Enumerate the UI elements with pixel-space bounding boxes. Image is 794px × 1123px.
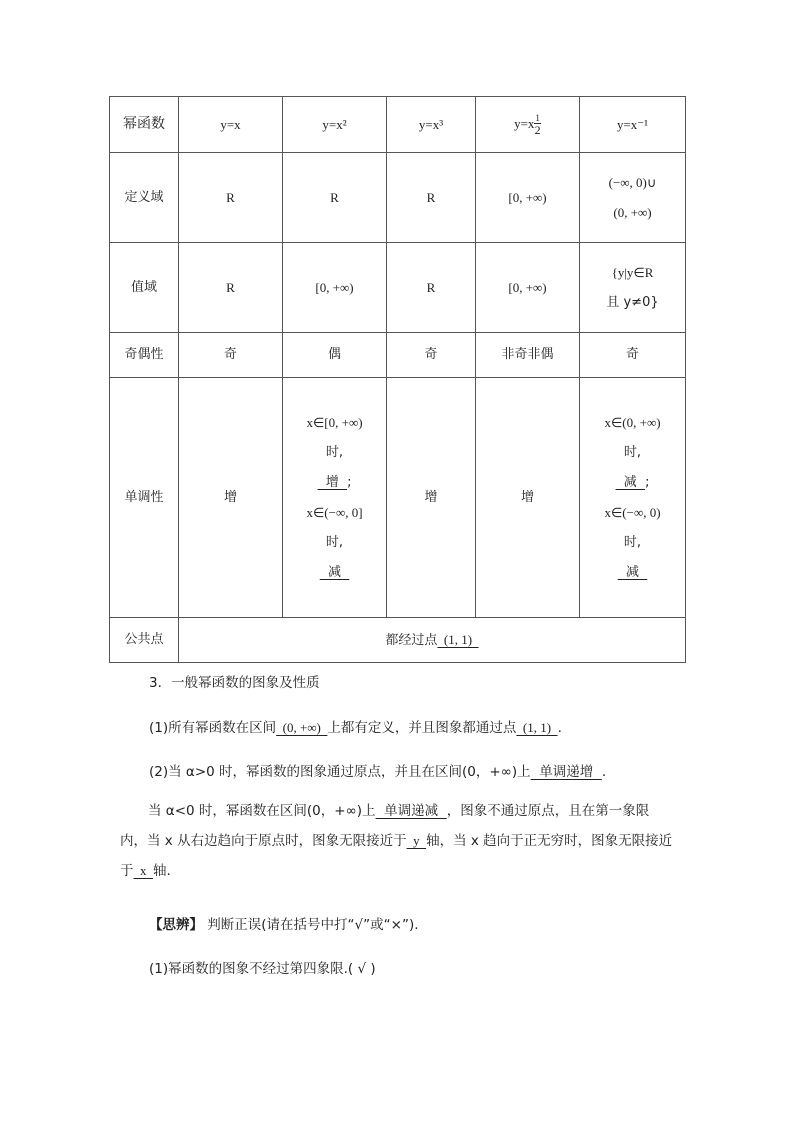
cell-line bbox=[283, 468, 386, 498]
cell: R bbox=[387, 153, 476, 243]
cell-line bbox=[580, 558, 685, 588]
cell: R bbox=[387, 243, 476, 333]
table-row-range bbox=[110, 243, 686, 333]
header-f3: y=x³ bbox=[387, 97, 476, 153]
cell-line: (0, +∞) bbox=[613, 204, 652, 220]
blank-answer: 增 bbox=[317, 474, 348, 490]
blank-answer: (1, 1) bbox=[516, 720, 558, 735]
think-question-1: (1)幂函数的图象不经过第四象限.( √ ) bbox=[149, 961, 376, 977]
think-tag: 【思辨】 bbox=[149, 917, 203, 933]
think-text: 判断正误(请在括号中打“√”或“×”). bbox=[203, 917, 419, 933]
cell: R bbox=[179, 153, 283, 243]
cell-line: 时, bbox=[623, 444, 642, 460]
text: 当 α<0 时，幂函数在区间(0，+∞)上 bbox=[148, 803, 376, 819]
table-row-monotonic bbox=[110, 378, 686, 618]
cell bbox=[580, 378, 686, 618]
cell-line: x∈(−∞, 0] bbox=[306, 504, 363, 520]
cell: R bbox=[179, 243, 283, 333]
blank-answer: 单调递减 bbox=[375, 803, 447, 819]
blank-answer: 减 bbox=[319, 564, 350, 580]
row-label: 幂函数 bbox=[110, 97, 179, 153]
cell bbox=[580, 153, 686, 243]
common-prefix: 都经过点 bbox=[385, 632, 438, 648]
power-function-table bbox=[109, 96, 686, 663]
cell bbox=[283, 378, 387, 618]
cell: 增 bbox=[387, 378, 476, 618]
row-label: 奇偶性 bbox=[110, 333, 179, 378]
cell-line: 时, bbox=[325, 444, 344, 460]
header-f1: y=x bbox=[179, 97, 283, 153]
blank-answer: x bbox=[133, 863, 153, 878]
table-row-domain bbox=[110, 153, 686, 243]
header-f4-base: y=x bbox=[514, 115, 535, 131]
blank-answer: y bbox=[406, 833, 427, 848]
table-row-header bbox=[110, 97, 686, 153]
row-label: 定义域 bbox=[110, 153, 179, 243]
header-f2: y=x² bbox=[283, 97, 387, 153]
text: 轴，当 x 趋向于正无穷时，图象无限接近于 bbox=[120, 833, 673, 879]
cell: R bbox=[283, 153, 387, 243]
paragraph-2 bbox=[149, 760, 705, 780]
text: ，图象不通过原点，且在第一象限内，当 x 从右边趋向于原点时，图象无限接近于 bbox=[120, 803, 650, 849]
cell: 增 bbox=[476, 378, 580, 618]
fraction-exponent bbox=[534, 114, 541, 136]
blank-answer: 减 bbox=[617, 564, 648, 580]
blank-answer: 减 bbox=[615, 474, 646, 490]
cell: 奇 bbox=[580, 333, 686, 378]
blank-answer: (1, 1) bbox=[437, 631, 479, 647]
text: (1)所有幂函数在区间 bbox=[149, 720, 277, 736]
row-label: 单调性 bbox=[110, 378, 179, 618]
think-line bbox=[149, 913, 705, 933]
section-title: 3．一般幂函数的图象及性质 bbox=[149, 675, 320, 691]
text: . bbox=[601, 764, 607, 780]
fraction-numerator: 1 bbox=[535, 112, 540, 123]
punct: ; bbox=[645, 474, 650, 490]
cell-line: x∈(0, +∞) bbox=[604, 414, 661, 430]
cell: 增 bbox=[179, 378, 283, 618]
cell: [0, +∞) bbox=[476, 243, 580, 333]
table-row-parity bbox=[110, 333, 686, 378]
cell: [0, +∞) bbox=[476, 153, 580, 243]
cell: 非奇非偶 bbox=[476, 333, 580, 378]
cell-line: {y|y∈R bbox=[611, 264, 654, 280]
blank-answer: 单调递增 bbox=[530, 764, 602, 780]
header-f5: y=x⁻¹ bbox=[580, 97, 686, 153]
cell-line: x∈(−∞, 0) bbox=[604, 504, 661, 520]
cell bbox=[179, 618, 686, 663]
cell bbox=[580, 243, 686, 333]
punct: ; bbox=[347, 474, 352, 490]
paragraph-1 bbox=[149, 716, 705, 736]
paragraph-3 bbox=[120, 797, 676, 886]
cell: 奇 bbox=[387, 333, 476, 378]
cell-line: (−∞, 0)∪ bbox=[608, 174, 657, 190]
blank-answer: (0, +∞) bbox=[276, 720, 328, 735]
table-row-common bbox=[110, 618, 686, 663]
cell-line: x∈[0, +∞) bbox=[306, 414, 363, 430]
cell-line: 时, bbox=[325, 534, 344, 550]
text: (2)当 α>0 时，幂函数的图象通过原点，并且在区间(0，+∞)上 bbox=[149, 764, 531, 780]
fraction-denominator: 2 bbox=[534, 122, 541, 137]
cell-line bbox=[283, 558, 386, 588]
text: 轴. bbox=[153, 863, 171, 879]
cell-line: 且 y≠0} bbox=[606, 294, 659, 310]
cell: [0, +∞) bbox=[283, 243, 387, 333]
row-label: 公共点 bbox=[110, 618, 179, 663]
cell-line: 时, bbox=[623, 534, 642, 550]
row-label: 值域 bbox=[110, 243, 179, 333]
header-f4 bbox=[476, 97, 580, 153]
cell: 偶 bbox=[283, 333, 387, 378]
text: 上都有定义，并且图象都通过点 bbox=[327, 720, 517, 736]
cell: 奇 bbox=[179, 333, 283, 378]
cell-line bbox=[580, 468, 685, 498]
text: . bbox=[557, 720, 562, 736]
